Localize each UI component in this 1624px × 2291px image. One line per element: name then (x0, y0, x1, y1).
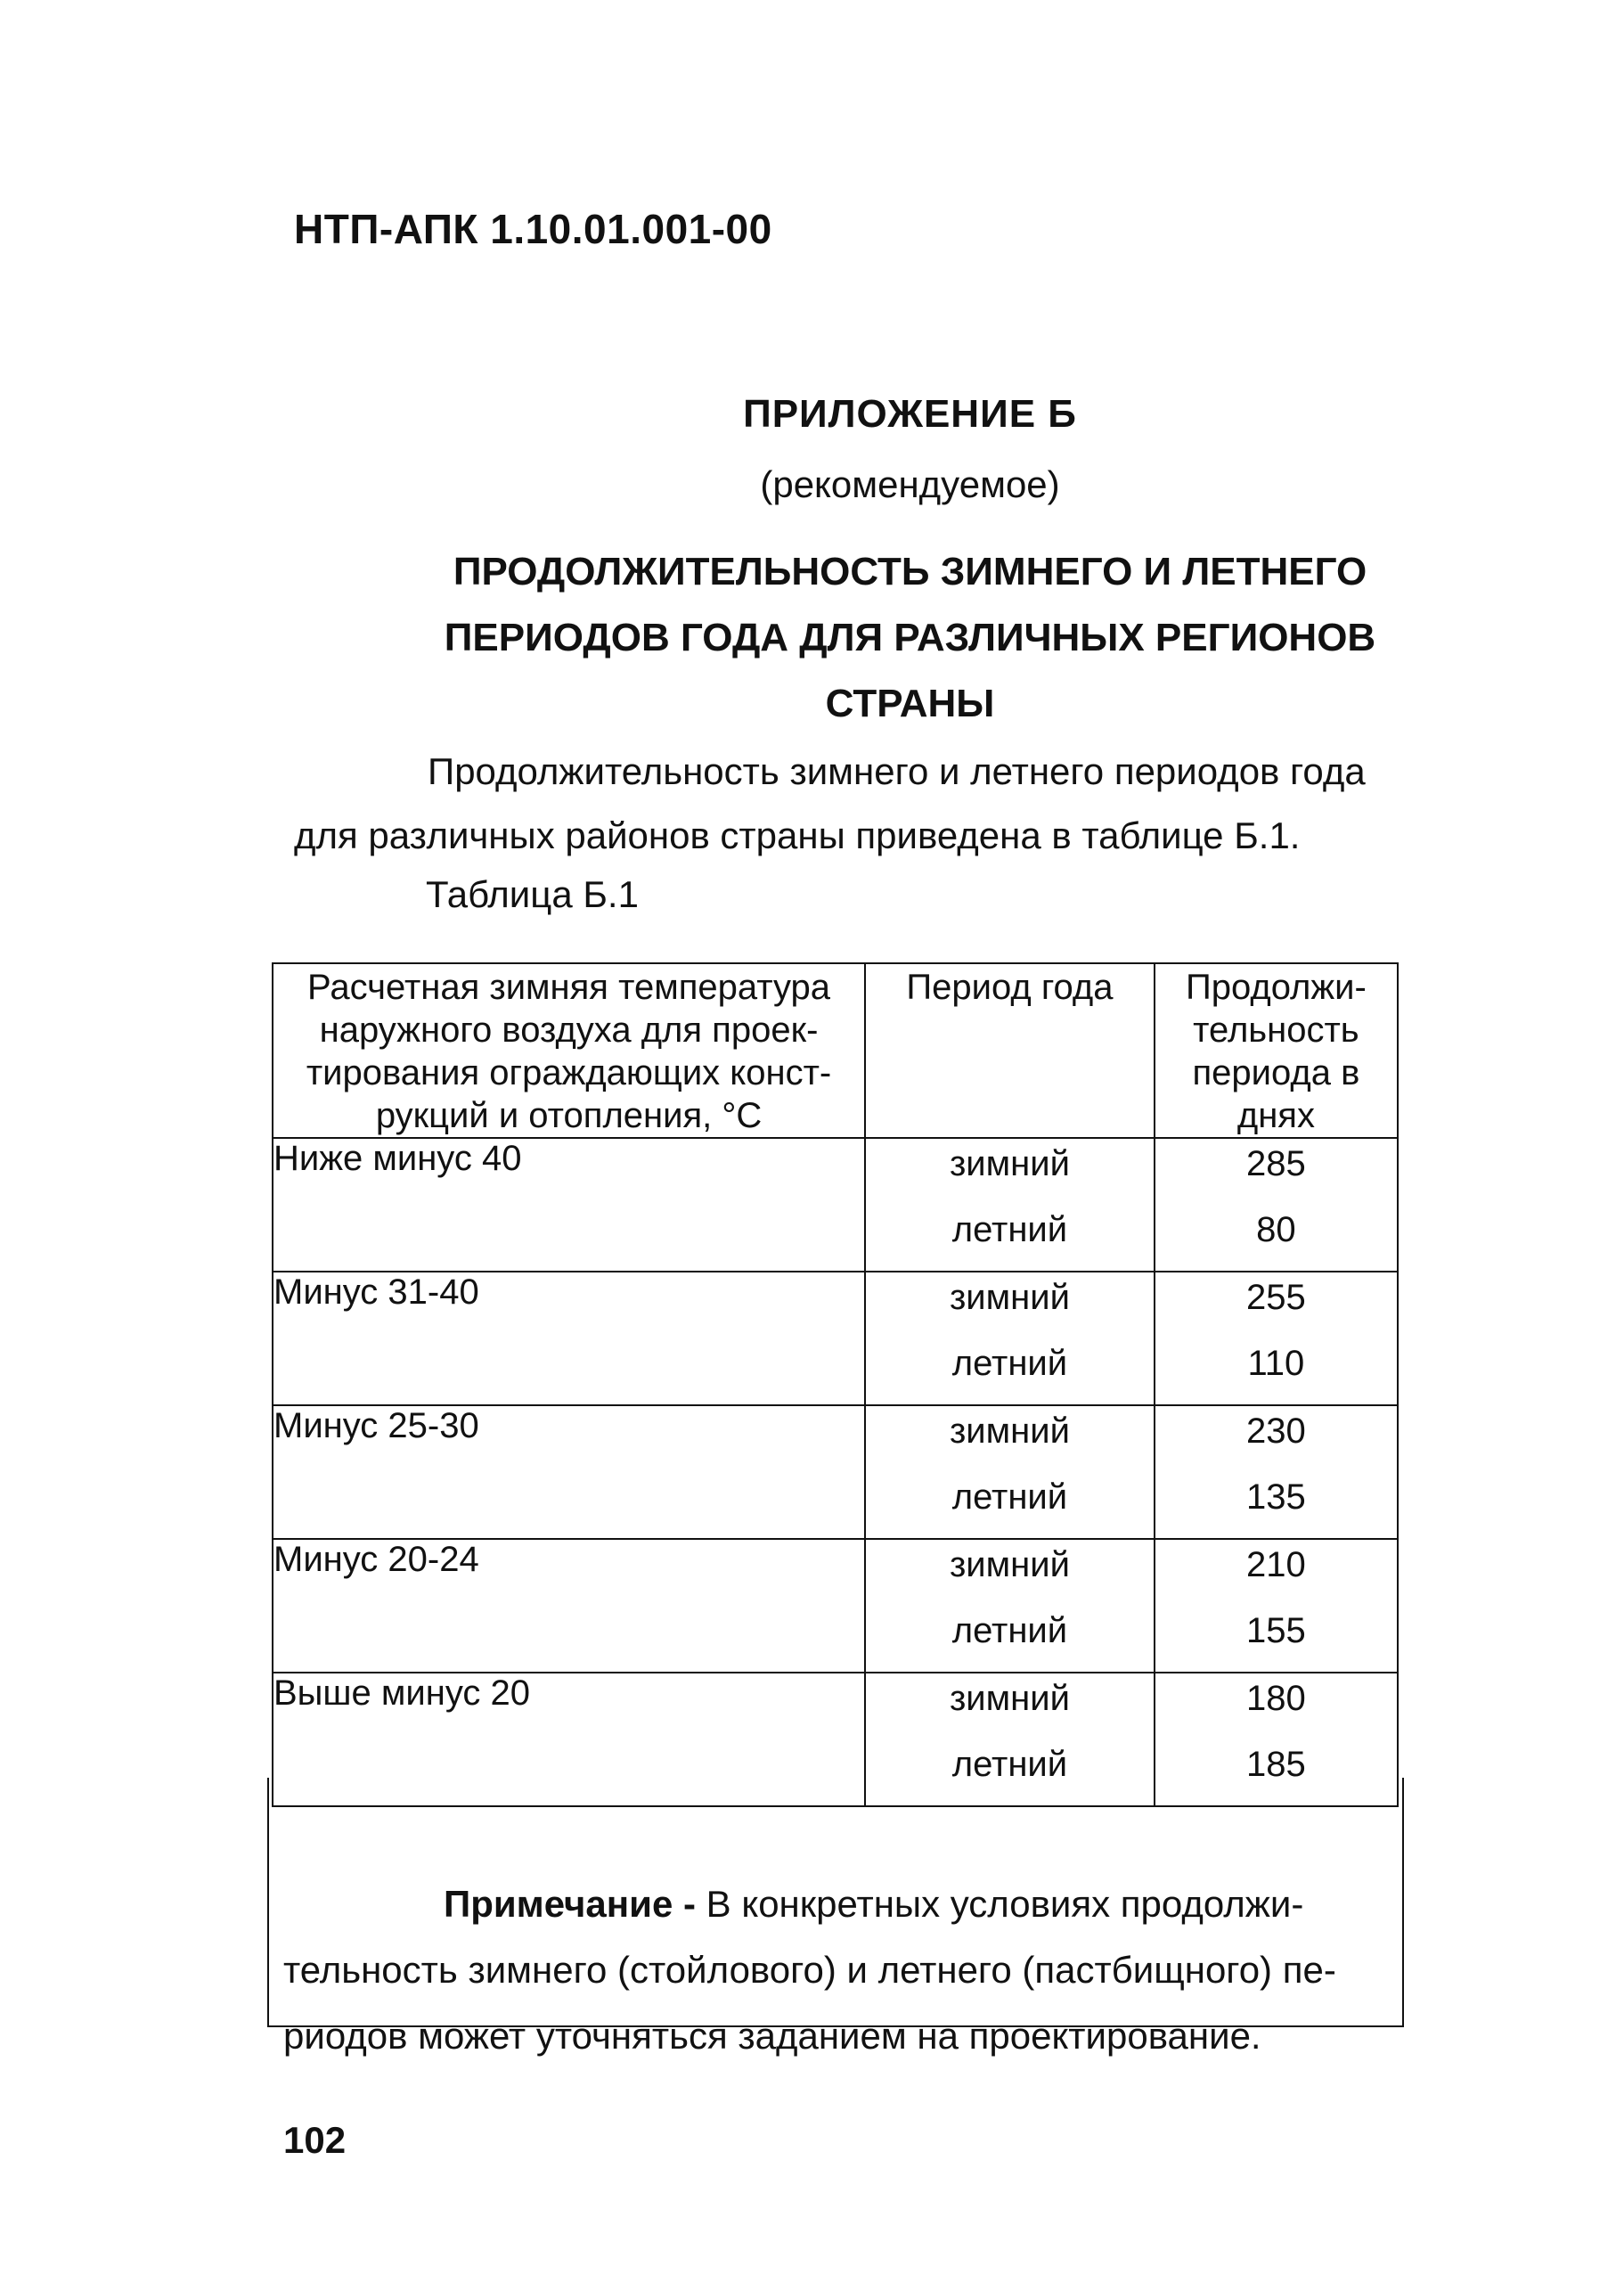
duration-table (272, 962, 1399, 1807)
days-summer: 185 (1246, 1745, 1306, 1784)
row-days (1155, 1539, 1398, 1673)
days-summer: 110 (1247, 1344, 1305, 1383)
note-box (267, 1778, 1404, 2057)
header-duration: Продолжи-тельность периода в днях (1155, 963, 1398, 1138)
row-days (1155, 1138, 1398, 1272)
row-temperature: Выше минус 20 (273, 1673, 865, 1806)
header-temperature: Расчетная зимняя температура наружного воздуха для проек-тирования ограждающих конст-рукций и отопления, °С (273, 963, 865, 1138)
days-summer: 155 (1246, 1611, 1306, 1650)
note-text (283, 1871, 1379, 2069)
period-summer: летний (951, 1611, 1068, 1650)
table-caption: Таблица Б.1 (426, 873, 639, 915)
period-winter: зимний (949, 1545, 1070, 1584)
table-header-row (273, 963, 1398, 1138)
row-periods (865, 1405, 1155, 1539)
days-summer: 80 (1256, 1210, 1296, 1249)
row-temperature: Ниже минус 40 (273, 1138, 865, 1272)
row-periods (865, 1539, 1155, 1673)
row-temperature: Минус 25-30 (273, 1405, 865, 1539)
appendix-title: ПРИЛОЖЕНИЕ Б (743, 392, 1077, 436)
note-line: риодов может уточняться заданием на проектирование. (283, 2015, 1261, 2057)
days-summer: 135 (1246, 1477, 1306, 1517)
row-temperature: Минус 20-24 (273, 1539, 865, 1673)
heading-line: ПЕРИОДОВ ГОДА ДЛЯ РАЗЛИЧНЫХ РЕГИОНОВ (444, 616, 1376, 659)
intro-line: для различных районов страны приведена в таблице Б.1. (294, 814, 1301, 856)
period-summer: летний (951, 1210, 1068, 1249)
row-days (1155, 1272, 1398, 1405)
period-summer: летний (951, 1745, 1068, 1784)
period-winter: зимний (949, 1278, 1070, 1317)
period-summer: летний (951, 1344, 1068, 1383)
note-line-text: В конкретных условиях продолжи- (706, 1883, 1304, 1925)
note-label: Примечание - (444, 1883, 696, 1925)
row-periods (865, 1138, 1155, 1272)
note-line: тельность зимнего (стойлового) и летнего (пастбищного) пе- (283, 1949, 1336, 1991)
header-period: Период года (865, 963, 1155, 1138)
days-winter: 285 (1246, 1144, 1306, 1183)
row-days (1155, 1405, 1398, 1539)
table-row (273, 1138, 1398, 1272)
intro-line: Продолжительность зимнего и летнего периодов года (428, 750, 1366, 792)
table-row (273, 1272, 1398, 1405)
period-summer: летний (951, 1477, 1068, 1517)
row-periods (865, 1272, 1155, 1405)
intro-paragraph (294, 740, 1399, 868)
period-winter: зимний (949, 1411, 1070, 1451)
row-temperature: Минус 31-40 (273, 1272, 865, 1405)
heading-line: СТРАНЫ (825, 682, 995, 725)
appendix-subtitle: (рекомендуемое) (760, 463, 1060, 505)
appendix-heading (98, 539, 1624, 737)
heading-line: ПРОДОЛЖИТЕЛЬНОСТЬ ЗИМНЕГО И ЛЕТНЕГО (453, 550, 1367, 593)
days-winter: 180 (1246, 1679, 1306, 1718)
days-winter: 255 (1246, 1278, 1306, 1317)
table-row (273, 1405, 1398, 1539)
period-winter: зимний (949, 1679, 1070, 1718)
note-line (283, 1871, 1379, 1937)
table-row (273, 1539, 1398, 1673)
document-code: НТП-АПК 1.10.01.001-00 (294, 206, 772, 252)
table-container (267, 962, 1408, 2057)
days-winter: 210 (1246, 1545, 1306, 1584)
days-winter: 230 (1246, 1411, 1306, 1451)
period-winter: зимний (949, 1144, 1070, 1183)
page-number: 102 (283, 2119, 347, 2161)
